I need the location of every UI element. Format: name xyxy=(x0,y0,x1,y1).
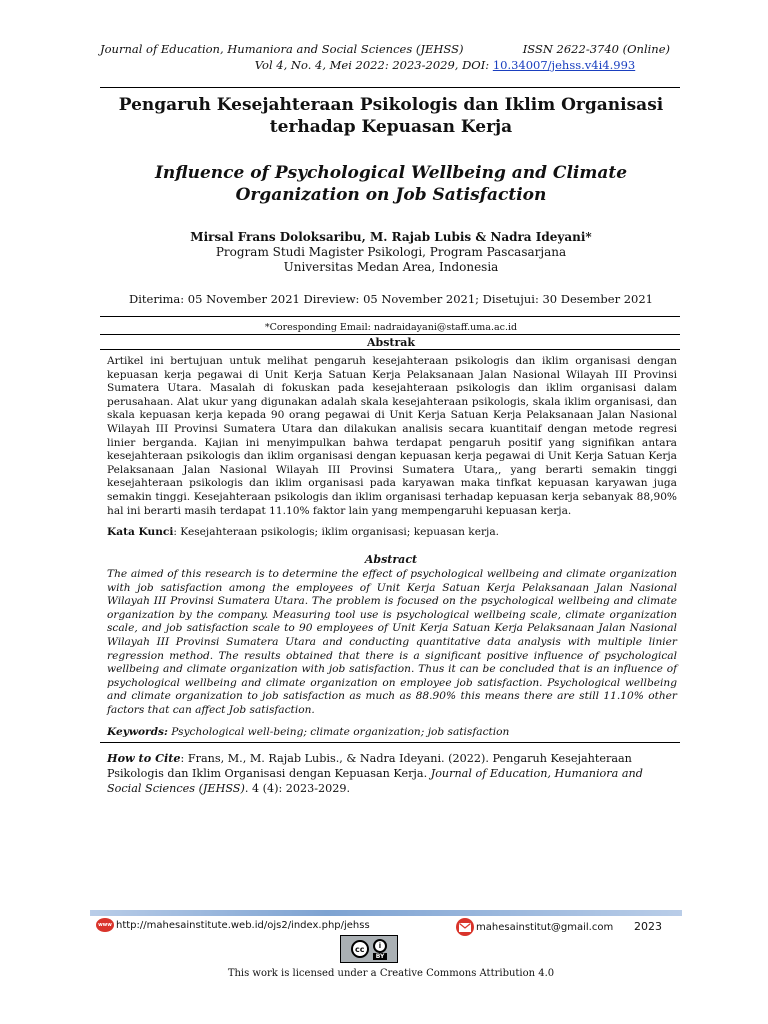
keywords xyxy=(107,726,677,738)
footer-email[interactable] xyxy=(456,918,613,936)
title-english: Influence of Psychological Wellbeing and Climate Organization on Job Satisfaction xyxy=(154,163,628,205)
kata-kunci-label: Kata Kunci xyxy=(107,526,174,538)
issn: ISSN 2622-3740 (Online) xyxy=(522,42,670,56)
cite-tail: . 4 (4): 2023-2029. xyxy=(244,782,351,795)
mail-icon xyxy=(456,918,474,936)
cite-text: : Frans, M., M. Rajab Lubis., & Nadra Ideyani. (2022). Pengaruh Kesejahteraan Psikologis dan Iklim Organisasi dengan Kepuasan Kerja. xyxy=(107,752,632,780)
how-to-cite xyxy=(107,751,677,796)
globe-icon: www xyxy=(96,918,114,932)
submission-dates: Diterima: 05 November 2021 Direview: 05 November 2021; Disetujui: 30 Desember 2021 xyxy=(129,292,653,306)
keywords-label: Keywords: xyxy=(107,726,168,738)
by-label: BY xyxy=(373,953,388,960)
footer-website[interactable] xyxy=(96,918,370,932)
keywords-rule xyxy=(100,742,680,743)
keywords-text: Psychological well-being; climate organization; job satisfaction xyxy=(167,726,510,738)
footer-bar xyxy=(90,910,682,916)
creative-commons-badge[interactable] xyxy=(340,935,398,963)
volume-info: Vol 4, No. 4, Mei 2022: 2023-2029, DOI: xyxy=(254,58,493,72)
page-header xyxy=(100,42,670,72)
journal-name: Journal of Education, Humaniora and Social Sciences (JEHSS) xyxy=(100,42,464,56)
corresponding-email: *Coresponding Email: nadraidayani@staff.uma.ac.id xyxy=(264,322,518,333)
title-indonesian: Pengaruh Kesejahteraan Psikologis dan Iklim Organisasi terhadap Kepuasan Kerja xyxy=(118,95,664,137)
cite-journal: Journal of Education, Humaniora and Social Sciences (JEHSS) xyxy=(107,767,643,795)
cc-icon: cc xyxy=(351,940,369,958)
kata-kunci-text: : Kesejahteraan psikologis; iklim organisasi; kepuasan kerja. xyxy=(173,526,499,538)
kata-kunci xyxy=(107,526,677,538)
abstrak-heading: Abstrak xyxy=(366,336,416,349)
website-url[interactable]: http://mahesainstitute.web.id/ojs2/index.php/jehss xyxy=(116,919,370,931)
abstrak-rule xyxy=(100,349,680,350)
cite-label: How to Cite xyxy=(107,751,181,765)
footer-year: 2023 xyxy=(634,920,662,933)
abstrak-text: Artikel ini bertujuan untuk melihat pengaruh kesejahteraan psikologis dan iklim organisasi dengan kepuasan kerja pegawai di Unit Kerja Satuan Kerja Pelaksanaan Jalan Nasional Wilayah III Provinsi Sumatera Utara. Masalah di fokuskan pada kesejahteraan psikologis dan iklim organisasi dalam perusahaan. Alat ukur yang digunakan adalah skala kesejahteraan psikologis, skala iklim organisasi, dan skala kepuasan kerja kepada 90 orang pegawai di Unit Kerja Satuan Kerja Pelaksanaan Jalan Nasional Wilayah III Provinsi Sumatera Utara dan dilakukan analisis secara kuantitaif dengan metode regresi linier berganda. Kajian ini menyimpulkan bahwa terdapat pengaruh positif yang signifikan antara kesejahteraan psikologis dan iklim organisasi dengan kepuasan kerja pegawai di Unit Kerja Satuan Kerja Pelaksanaan Jalan Nasional Wilayah III Provinsi Sumatera Utara,, yang berarti semakin tinggi kesejahteraan psikologis dan iklim organisasi pada karyawan maka tinfkat kepuasan karyawan juga semakin tinggi. Kesejahteraan psikologis dan iklim organisasi terhadap kepuasan kerja sebanyak 88,90% hal ini berarti masih terdapat 11.10% faktor lain yang mempengaruhi kepuasan kerja. xyxy=(107,355,677,517)
dates-rule xyxy=(100,316,680,317)
doi-link[interactable]: 10.34007/jehss.v4i4.993 xyxy=(492,58,636,72)
header-rule xyxy=(100,87,680,88)
abstract-heading: Abstract xyxy=(364,553,418,566)
person-icon: i xyxy=(373,939,387,953)
by-icon xyxy=(373,939,388,960)
email-address[interactable]: mahesainstitut@gmail.com xyxy=(476,921,614,933)
author-university: Universitas Medan Area, Indonesia xyxy=(283,260,499,274)
license-text: This work is licensed under a Creative Commons Attribution 4.0 xyxy=(227,968,555,979)
authors-block xyxy=(100,230,682,275)
abstract-text: The aimed of this research is to determine the effect of psychological wellbeing and climate organization with job satisfaction among the employees of Unit Kerja Satuan Kerja Pelaksanaan Jalan Nasional Wilayah III Provinsi Sumatera Utara. The problem is focused on the psychological wellbeing and climate organization by the company. Measuring tool use is psychological wellbeing scale, climate organization scale, and job satisfaction scale to 90 employees of Unit Kerja Satuan Kerja Pelaksanaan Jalan Nasional Wilayah III Provinsi Sumatera Utara and conducting quantitative data analysis with multiple linier regression method. The results obtained that there is a significant positive influence of psychological wellbeing and climate organization with job satisfaction. Thus it can be concluded that is an influence of psychological wellbeing and climate organization on employee job satisfaction. Psychological wellbeing and climate organization to job satisfaction as much as 88.90% this means there are still 11.10% other factors that can affect Job satisfaction. xyxy=(107,568,677,716)
email-rule xyxy=(100,334,680,335)
author-program: Program Studi Magister Psikologi, Program Pascasarjana xyxy=(215,245,567,259)
author-names: Mirsal Frans Doloksaribu, M. Rajab Lubis & Nadra Ideyani* xyxy=(190,230,592,244)
